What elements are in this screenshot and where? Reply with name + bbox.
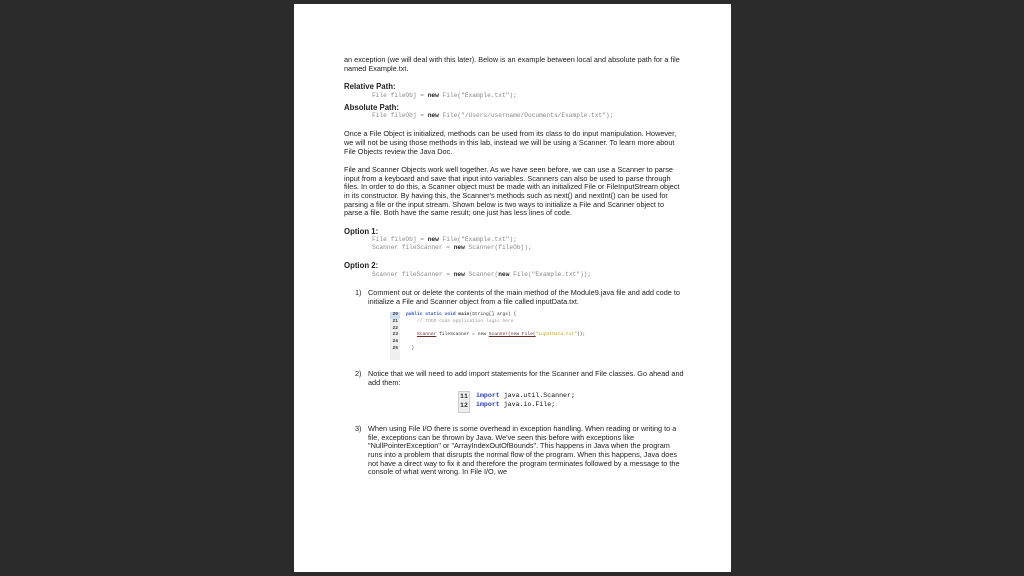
steps-list [344, 289, 684, 477]
step-2 [355, 369, 684, 425]
file-object-paragraph: Once a File Object is initialized, methods can be used from its class to do input manipulation. However, we will not be using those methods in this lab, instead we will be using a Scanner. To learn more about File Objects review the Java Doc. [344, 129, 677, 156]
code-segment: File fileObj = [372, 112, 428, 120]
code-comment: // TODO code application logic here [417, 318, 514, 324]
step-3 [355, 424, 684, 477]
intro-paragraph: an exception (we will deal with this later). Below is an example between local and absolute path for a file named Example.txt. [344, 55, 680, 73]
ide-code-screenshot [390, 312, 600, 360]
line-number: 21 [392, 318, 398, 324]
line-number-gutter [390, 312, 400, 360]
code-segment: Scanner fileScanner = [372, 244, 454, 252]
code-keyword: import [476, 392, 500, 400]
relative-path-heading: Relative Path: [344, 82, 396, 92]
code-segment: Scanner( [464, 270, 499, 278]
code-segment: File fileObj = [372, 236, 428, 244]
code-keyword: new [453, 270, 465, 278]
code-keyword: new [453, 244, 465, 252]
code-segment: )); [576, 332, 586, 338]
code-constructor: Scanner(new File( [488, 332, 536, 338]
code-method-name: main [455, 312, 470, 318]
code-segment: java.util.Scanner; [499, 392, 575, 400]
step-number: 2) [355, 369, 362, 379]
code-segment: File("Example.txt"); [438, 91, 517, 99]
code-keyword: new [427, 236, 439, 244]
step-number: 1) [355, 287, 362, 297]
step-number: 3) [355, 424, 362, 434]
option1-code-line2 [372, 244, 684, 252]
option2-code [372, 271, 684, 279]
code-line [476, 400, 575, 409]
ide-code-lines [406, 312, 585, 353]
code-string: "inputData.txt" [535, 332, 577, 338]
option1-code-line1 [372, 236, 684, 244]
document-page [294, 4, 731, 572]
code-segment: File fileObj = [372, 91, 428, 99]
scanner-paragraph: File and Scanner Objects work well together. As we have seen before, we can use a Scanner to parse input from a keyboard and save that input into variables. Scanners can also be used to parse through files. In order to do this, a Scanner object must be made with an initialized File or FileInputStream object in its constructor. By having this, the Scanner's methods such as next() and nextInt() can be used for parsing a file or the input stream. Shown below is two ways to initialize a File and Scanner object to parse a file. Both have the same result; one just has less lines of code. [344, 165, 680, 218]
code-type: Scanner [417, 332, 437, 338]
code-line [406, 332, 585, 339]
line-number: 22 [392, 325, 398, 331]
document-content [344, 56, 684, 477]
code-keyword: new [498, 270, 510, 278]
line-number: 23 [392, 332, 398, 338]
code-segment: File("Example.txt")); [509, 270, 592, 278]
line-number: 12 [460, 402, 468, 410]
import-code-screenshot [458, 391, 684, 411]
line-number: 24 [392, 339, 398, 345]
code-line [406, 346, 585, 353]
line-number: 20 [390, 312, 400, 319]
code-segment: Scanner fileScanner = [372, 270, 454, 278]
code-segment: File("Example.txt"); [438, 236, 517, 244]
line-number-gutter [458, 391, 470, 413]
code-segment: Scanner(fileObj); [464, 244, 532, 252]
step-text: When using File I/O there is some overhead in exception handling. When reading or writing to a file, exceptions can be thrown by Java. We've seen this before with exceptions like "NullPointerException" or "ArrayIndexOutOfBounds". This happens in Java when the program runs into a problem that disrupts the normal flow of the program. When this happens, Java does not have a direct way to fix it and therefore the program terminates followed by a message to the console of what went wrong. In File I/O, we [368, 424, 680, 477]
code-keyword: new [427, 91, 439, 99]
absolute-path-heading: Absolute Path: [344, 102, 400, 112]
code-line [476, 391, 575, 400]
absolute-path-code [372, 112, 684, 120]
option2-heading: Option 2: [344, 261, 379, 271]
step-1 [355, 287, 684, 370]
line-number: 25 [392, 346, 398, 352]
code-keyword: import [476, 401, 500, 409]
code-line [406, 339, 585, 346]
code-line [406, 312, 585, 319]
import-code-lines [476, 391, 575, 409]
option1-heading: Option 1: [344, 226, 379, 236]
code-keyword: new [427, 112, 439, 120]
code-brace: } [411, 346, 415, 352]
line-number: 11 [460, 393, 468, 401]
relative-path-code [372, 92, 684, 100]
step-text: Comment out or delete the contents of the main method of the Module9.java file and add code to initialize a File and Scanner object from a file called inputData.txt. [368, 287, 680, 306]
step-text: Notice that we will need to add import statements for the Scanner and File classes. Go ahead and add them: [368, 369, 684, 387]
code-segment: java.io.File; [499, 401, 556, 409]
code-segment: File("/Users/username/Documents/Example.txt"); [438, 112, 614, 120]
code-line [406, 319, 585, 326]
code-keyword: public static void [406, 312, 456, 318]
code-segment: fileScanner = new [436, 332, 489, 338]
code-segment: (String[] args) { [469, 312, 517, 318]
